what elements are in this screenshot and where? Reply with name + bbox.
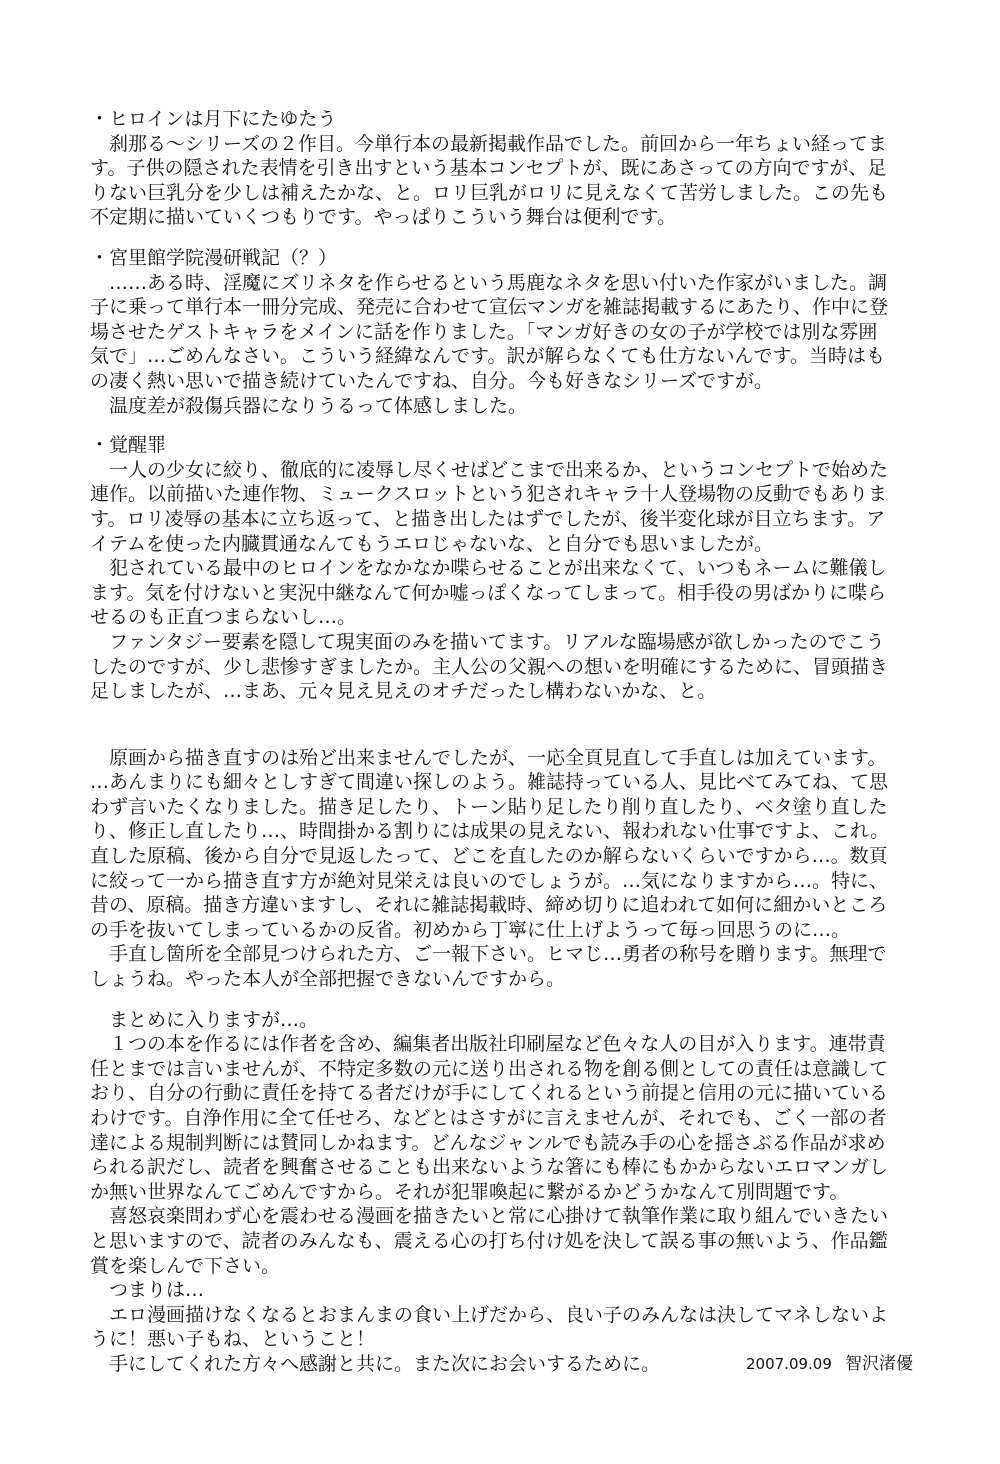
text-line: と思いますので、読者のみんなも、震える心の打ち付け処を決して誤る事の無いよう、作品鑑 (90, 1230, 888, 1252)
text-line: す。ロリ凌辱の基本に立ち返って、と描き出したはずでしたが、後半変化球が目立ちます。ア (90, 508, 886, 530)
signature-author: 智沢渚優 (845, 1354, 913, 1374)
text-line: おり、自分の行動に責任を持てる者だけが手にしてくれるという前提と信用の元に描いている (90, 1082, 889, 1104)
text-line: １つの本を作るには作者を含め、編集者出版社印刷屋など色々な人の目が入ります。連帯責 (90, 1033, 886, 1055)
text-line: 刹那る～シリーズの２作目。今単行本の最新掲載作品でした。前回から一年ちょい経ってま (90, 133, 888, 155)
text-line: せるのも正直つまらないし…。 (90, 606, 357, 628)
text-line: 足しましたが、…まあ、元々見え見えのオチだったし構わないかな、と。 (90, 680, 717, 702)
signature-date: 2007.09.09 (746, 1355, 832, 1373)
text-line: 連作。以前描いた連作物、ミュークスロットという犯されキャラ十人登場物の反動でもありま (90, 483, 888, 505)
text-line: つまりは… (90, 1279, 205, 1301)
text-line: ます。気を付けないと実況中継なんて何か嘘っぽくなってしまって。相手役の男ばかりに喋ら (90, 582, 887, 604)
text-line: 手にしてくれた方々へ感謝と共に。また次にお会いするために。 (90, 1353, 661, 1375)
text-line: 昔の、原稿。描き方違いますし、それに雑誌掲載時、締め切りに追われて如何に細かいところ (90, 894, 888, 916)
text-line: に絞って一から描き直す方が絶対見栄えは良いのでしょうが。…気になりますから…。特に、 (90, 870, 889, 892)
text-line: したのですが、少し悲惨すぎましたか。主人公の父親への想いを明確にするために、冒頭描き (90, 656, 889, 678)
text-line: 直した原稿、後から自分で見返したって、どこを直したのか解らないくらいですから…。数頁 (90, 845, 888, 867)
text-line: 達による規制判断には賛同しかねます。どんなジャンルでも読み手の心を揺さぶる作品が求め (90, 1132, 886, 1154)
text-line: 場させたゲストキャラをメインに話を作りました。「マンガ好きの女の子が学校では別な雰囲 (90, 321, 878, 343)
text-line: 子に乗って単行本一冊分完成、発売に合わせて宣伝マンガを雑誌掲載するにあたり、作中に登 (90, 296, 889, 318)
text-line: 気で」…ごめんなさい。こういう経緯なんです。訳が解らなくても仕方ないんです。当時はも (90, 345, 885, 367)
text-line: 温度差が殺傷兵器になりうるって体感しました。 (90, 395, 528, 417)
text-line: の凄く熱い思いで描き続けていたんですね、自分。今も好きなシリーズですが。 (90, 370, 774, 392)
text-line: りない巨乳分を少しは補えたかな、と。ロリ巨乳がロリに見えなくて苦労しました。この先も (90, 182, 889, 204)
text-line: しょうね。やった本人が全部把握できないんですから。 (90, 968, 566, 990)
heading-hiroin: ・ヒロインは月下にたゆたう (90, 108, 337, 130)
text-line: 任とまでは言いませんが、不特定多数の元に送り出される物を創る側としての責任は意識して (90, 1058, 889, 1080)
text-line: す。子供の隠された表情を引き出すという基本コンセプトが、既にあさっての方向ですが、足 (90, 157, 887, 179)
text-line: 原画から描き直すのは殆ど出来ませんでしたが、一応全頁見直して手直しは加えています。 (90, 747, 887, 769)
text-line: わず言いたくなりました。描き足したり、トーン貼り足したり削り直したり、ベタ塗り直した (90, 796, 888, 818)
heading-miyazato: ・宮里館学院漫研戦記（？） (90, 247, 338, 269)
text-line: か無い世界なんてごめんですから。それが犯罪喚起に繋がるかどうかなんて別問題です。 (90, 1181, 849, 1203)
text-line: …あんまりにも細々としすぎて間違い探しのよう。雑誌持っている人、見比べてみてね、て思 (90, 771, 889, 793)
text-line: り、修正し直したり…、時間掛かる割りには成果の見えない、報われない仕事ですよ、これ。 (90, 820, 890, 842)
text-line: 賞を楽しんで下さい。 (90, 1255, 281, 1277)
text-line: 犯されている最中のヒロインをなかなか喋らせることが出来なくて、いつもネームに難儀し (90, 557, 887, 579)
text-line: ファンタジー要素を隠して現実面のみを描いてます。リアルな臨場感が欲しかったのでこう (90, 631, 885, 653)
text-line: の手を抜いてしまっているかの反省。初めから丁寧に仕上げようって毎っ回思うのに…。 (90, 919, 851, 941)
text-line: わけです。自浄作用に全て任せろ、などとはさすがに言えませんが、それでも、ごく一部の者 (90, 1107, 887, 1129)
text-line: 喜怒哀楽問わず心を震わせる漫画を描きたいと常に心掛けて執筆作業に取り組んでいきたい (90, 1205, 889, 1227)
heading-kakuseizai: ・覚醒罪 (90, 434, 167, 456)
text-line: 一人の少女に絞り、徹底的に凌辱し尽くせばどこまで出来るか、というコンセプトで始めた (90, 459, 889, 481)
text-line: うに！悪い子もね、ということ！ (90, 1328, 376, 1350)
text-line: 手直し箇所を全部見つけられた方、ご一報下さい。ヒマじ…勇者の称号を贈ります。無理で (90, 943, 887, 965)
text-line: まとめに入りますが…。 (90, 1009, 319, 1031)
text-line: 不定期に描いていくつもりです。やっぱりこういう舞台は便利です。 (90, 206, 676, 228)
text-line: イテムを使った内臓貫通なんてもうエロじゃないな、と自分でも思いましたが。 (90, 533, 774, 555)
text-line: られる訳だし、読者を興奮させることも出来ないような箸にも棒にもかからないエロマンガし (90, 1156, 889, 1178)
text-line: ……ある時、淫魔にズリネタを作らせるという馬鹿なネタを思い付いた作家がいました。調 (90, 272, 888, 294)
text-line: エロ漫画描けなくなるとおまんまの食い上げだから、良い子のみんなは決してマネしないよ (90, 1304, 889, 1326)
